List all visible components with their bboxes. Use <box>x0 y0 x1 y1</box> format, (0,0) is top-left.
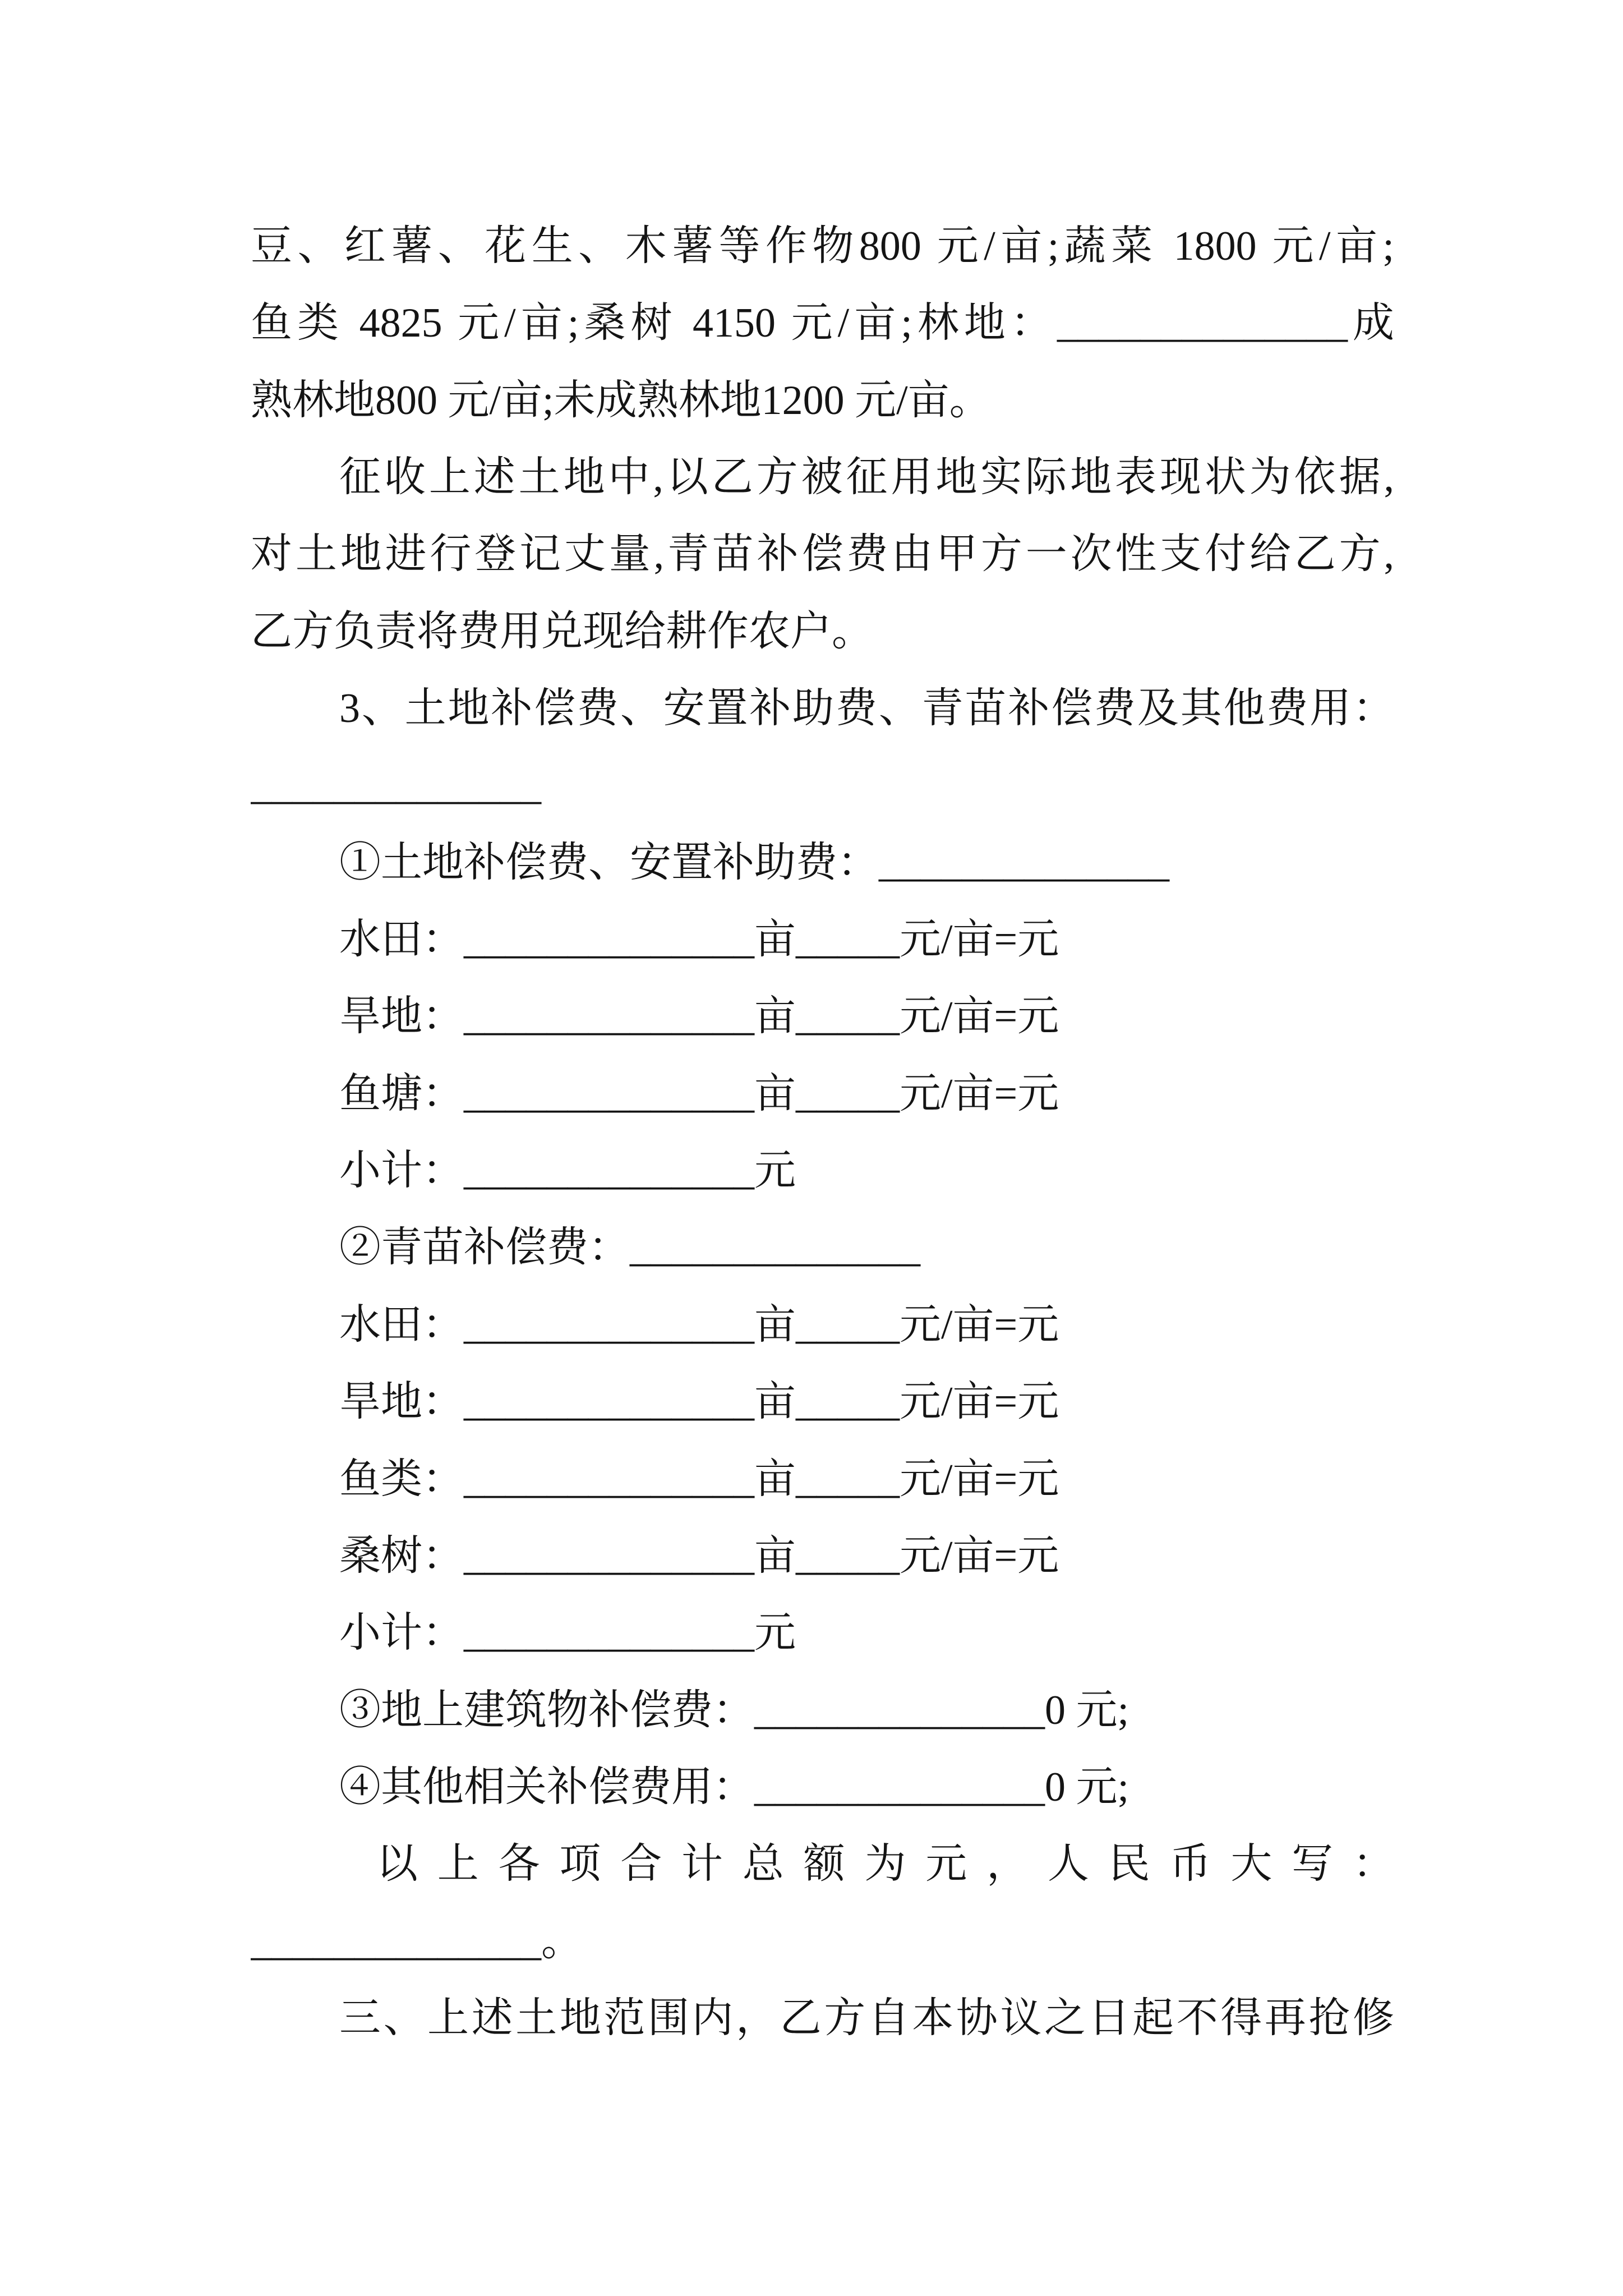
survey-paragraph-line-1: 征收上述土地中,以乙方被征用地实际地表现状为依据, <box>339 454 1394 501</box>
land-compensation-row-dryland: 旱地：______________亩_____元/亩=元 <box>339 993 1059 1040</box>
land-compensation-heading: ①土地补偿费、安置补助费：______________ <box>339 839 1169 886</box>
item-3-heading: 3、土地补偿费、安置补助费、青苗补偿费及其他费用： <box>339 685 1394 732</box>
seedling-compensation-row-dryland: 旱地：______________亩_____元/亩=元 <box>339 1379 1059 1425</box>
seedling-compensation-row-mulberry: 桑树：______________亩_____元/亩=元 <box>339 1533 1059 1579</box>
seedling-compensation-subtotal: 小计：______________元 <box>339 1610 796 1657</box>
land-compensation-subtotal: 小计：______________元 <box>339 1148 796 1194</box>
seedling-compensation-row-fish: 鱼类：______________亩_____元/亩=元 <box>339 1456 1059 1502</box>
land-compensation-row-fishpond: 鱼塘：______________亩_____元/亩=元 <box>339 1070 1059 1117</box>
clause-3-line: 三、上述土地范围内，乙方自本协议之日起不得再抢修 <box>339 1995 1394 2041</box>
survey-paragraph-line-2: 对土地进行登记丈量,青苗补偿费由甲方一次性支付给乙方, <box>251 531 1394 578</box>
land-compensation-row-paddy: 水田：______________亩_____元/亩=元 <box>339 917 1059 963</box>
document-body <box>0 208 1623 2057</box>
total-amount-line: 以上各项合计总额为元，人民币大写： <box>376 1841 1394 1888</box>
item-3-blank: ______________ <box>251 762 541 809</box>
seedling-compensation-row-paddy: 水田：______________亩_____元/亩=元 <box>339 1301 1059 1348</box>
other-compensation-line: ④其他相关补偿费用：______________0 元; <box>339 1764 1129 1810</box>
seedling-compensation-heading: ②青苗补偿费：______________ <box>339 1225 920 1271</box>
crop-rates-line-3: 熟林地800 元/亩;未成熟林地1200 元/亩。 <box>251 377 991 424</box>
survey-paragraph-line-3: 乙方负责将费用兑现给耕作农户。 <box>251 608 873 655</box>
total-amount-blank: ______________。 <box>251 1918 583 1964</box>
crop-rates-line-2: 鱼类 4825 元/亩;桑树 4150 元/亩;林地：______________成 <box>251 300 1394 347</box>
building-compensation-line: ③地上建筑物补偿费：______________0 元; <box>339 1687 1129 1733</box>
crop-rates-line-1: 豆、红薯、花生、木薯等作物800 元/亩;蔬菜 1800 元/亩; <box>251 223 1394 269</box>
